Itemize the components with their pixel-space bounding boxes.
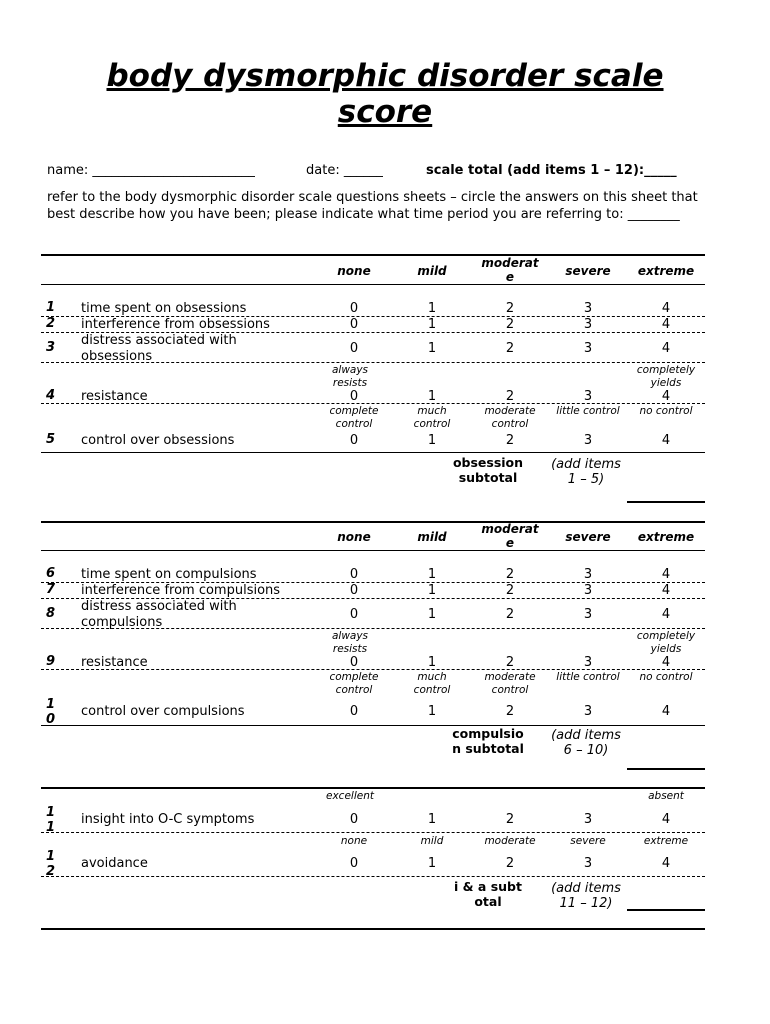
- obsession-header-severe: severe: [565, 264, 611, 278]
- compulsion-item-number: 9: [46, 654, 56, 669]
- insight-item-11-score-3[interactable]: 3: [583, 812, 593, 827]
- compulsion-item-9-score-1[interactable]: 1: [427, 655, 437, 670]
- compulsion-control-anchor-1: much control: [413, 671, 451, 696]
- obsession-item-2-score-0[interactable]: 0: [349, 317, 359, 332]
- insight-top-rule: [41, 787, 705, 789]
- obsession-item-5-score-3[interactable]: 3: [583, 433, 593, 448]
- obsession-item-3-score-0[interactable]: 0: [349, 341, 359, 356]
- obsession-item-4-score-4[interactable]: 4: [661, 389, 671, 404]
- obsession-top-rule: [41, 254, 705, 256]
- compulsion-header-rule: [41, 550, 705, 551]
- obsession-item-number: 5: [46, 432, 56, 447]
- insight-subtotal-label: i & a subtotal: [454, 879, 522, 909]
- insight-avoidance-anchor-2: moderate: [484, 835, 536, 847]
- obsession-item-3-score-3[interactable]: 3: [583, 341, 593, 356]
- obsession-resistance-anchor-high: completely yields: [636, 364, 696, 389]
- compulsion-subtotal-blank: [627, 768, 705, 770]
- instructions: refer to the body dysmorphic disorder scale questions sheets – circle the answers on this sheet that best describe how you have been; please indicate what time period you are referring to: ________: [47, 190, 698, 222]
- compulsion-item-label: resistance: [81, 655, 148, 670]
- compulsion-item-10-score-0[interactable]: 0: [349, 704, 359, 719]
- page-title: [60, 58, 710, 130]
- obsession-header-rule: [41, 284, 705, 285]
- insight-item-12-score-1[interactable]: 1: [427, 856, 437, 871]
- compulsion-item-9-score-2[interactable]: 2: [505, 655, 515, 670]
- insight-item-12-score-0[interactable]: 0: [349, 856, 359, 871]
- obsession-item-1-score-0[interactable]: 0: [349, 301, 359, 316]
- compulsion-item-7-score-4[interactable]: 4: [661, 583, 671, 598]
- compulsion-item-10-score-3[interactable]: 3: [583, 704, 593, 719]
- compulsion-item-8-score-3[interactable]: 3: [583, 607, 593, 622]
- obsession-item-label: distress associated with obsessions: [81, 333, 237, 364]
- obsession-item-1-score-3[interactable]: 3: [583, 301, 593, 316]
- obsession-item-4-score-0[interactable]: 0: [349, 389, 359, 404]
- compulsion-item-8-score-1[interactable]: 1: [427, 607, 437, 622]
- obsession-item-4-score-2[interactable]: 2: [505, 389, 515, 404]
- obsession-item-3-score-1[interactable]: 1: [427, 341, 437, 356]
- compulsion-item-label: time spent on compulsions: [81, 567, 257, 582]
- compulsion-item-9-score-4[interactable]: 4: [661, 655, 671, 670]
- compulsion-item-9-score-0[interactable]: 0: [349, 655, 359, 670]
- compulsion-subtotal-label: compulsion subtotal: [452, 726, 524, 756]
- obsession-item-number: 3: [46, 340, 56, 355]
- compulsion-item-6-score-1[interactable]: 1: [427, 567, 437, 582]
- date-field[interactable]: date: ______: [306, 163, 383, 178]
- compulsion-item-7-score-1[interactable]: 1: [427, 583, 437, 598]
- title-line-1: body dysmorphic disorder scale: [106, 58, 664, 94]
- compulsion-row-10-rule: [41, 725, 705, 726]
- obsession-header-moderate: moderate: [481, 256, 539, 284]
- compulsion-item-6-score-0[interactable]: 0: [349, 567, 359, 582]
- insight-item-11-score-2[interactable]: 2: [505, 812, 515, 827]
- compulsion-item-7-score-3[interactable]: 3: [583, 583, 593, 598]
- obsession-subtotal-label: obsession subtotal: [452, 455, 524, 485]
- compulsion-item-8-score-4[interactable]: 4: [661, 607, 671, 622]
- obsession-item-number: 1: [46, 300, 56, 315]
- obsession-item-3-score-4[interactable]: 4: [661, 341, 671, 356]
- obsession-item-5-score-2[interactable]: 2: [505, 433, 515, 448]
- obsession-item-label: resistance: [81, 389, 148, 404]
- obsession-item-label: time spent on obsessions: [81, 301, 247, 316]
- insight-row-11-rule: [41, 832, 705, 833]
- compulsion-item-number: 6: [46, 566, 56, 581]
- compulsion-item-7-score-2[interactable]: 2: [505, 583, 515, 598]
- compulsion-header-mild: mild: [417, 530, 447, 544]
- insight-item-label: avoidance: [81, 856, 148, 871]
- insight-row-12-rule: [41, 876, 705, 877]
- obsession-subtotal-note: (add items 1 – 5): [551, 457, 621, 487]
- compulsion-control-anchor-2: moderate control: [484, 671, 536, 696]
- obsession-item-5-score-1[interactable]: 1: [427, 433, 437, 448]
- compulsion-item-10-score-2[interactable]: 2: [505, 704, 515, 719]
- obsession-item-1-score-2[interactable]: 2: [505, 301, 515, 316]
- compulsion-resistance-anchor-high: completely yields: [636, 630, 696, 655]
- obsession-control-anchor-3: little control: [556, 405, 620, 417]
- obsession-resistance-anchor-low: always resists: [331, 364, 369, 389]
- insight-avoidance-anchor-1: mild: [420, 835, 444, 847]
- insight-item-11-score-4[interactable]: 4: [661, 812, 671, 827]
- obsession-item-number: 2: [46, 316, 56, 331]
- compulsion-item-label: control over compulsions: [81, 704, 245, 719]
- obsession-control-anchor-4: no control: [639, 405, 693, 417]
- insight-subtotal-note: (add items 11 – 12): [551, 881, 621, 911]
- obsession-item-number: 4: [46, 388, 56, 403]
- compulsion-item-number: 7: [46, 582, 56, 597]
- compulsion-control-anchor-0: complete control: [329, 671, 379, 696]
- compulsion-row-8-rule: [41, 628, 705, 629]
- insight-avoidance-anchor-4: extreme: [643, 835, 689, 847]
- compulsion-item-9-score-3[interactable]: 3: [583, 655, 593, 670]
- obsession-row-4-rule: [41, 403, 705, 404]
- obsession-item-2-score-4[interactable]: 4: [661, 317, 671, 332]
- obsession-item-label: control over obsessions: [81, 433, 235, 448]
- obsession-item-label: interference from obsessions: [81, 317, 270, 332]
- compulsion-header-none: none: [337, 530, 371, 544]
- insight-avoidance-anchor-0: none: [340, 835, 368, 847]
- compulsion-item-10-score-4[interactable]: 4: [661, 704, 671, 719]
- obsession-item-5-score-4[interactable]: 4: [661, 433, 671, 448]
- title-line-2: score: [337, 94, 433, 130]
- compulsion-item-8-score-2[interactable]: 2: [505, 607, 515, 622]
- compulsion-resistance-anchor-low: always resists: [331, 630, 369, 655]
- obsession-item-1-score-4[interactable]: 4: [661, 301, 671, 316]
- compulsion-subtotal-note: (add items 6 – 10): [551, 728, 621, 758]
- scale-total-field[interactable]: scale total (add items 1 – 12):_____: [426, 163, 677, 178]
- compulsion-item-6-score-4[interactable]: 4: [661, 567, 671, 582]
- compulsion-top-rule: [41, 521, 705, 523]
- insight-item-12-score-2[interactable]: 2: [505, 856, 515, 871]
- compulsion-header-severe: severe: [565, 530, 611, 544]
- obsession-subtotal-blank: [627, 501, 705, 503]
- insight-item-12-score-3[interactable]: 3: [583, 856, 593, 871]
- compulsion-item-number: 8: [46, 606, 56, 621]
- compulsion-item-6-score-2[interactable]: 2: [505, 567, 515, 582]
- compulsion-item-label: distress associated with compulsions: [81, 599, 237, 630]
- compulsion-item-number: 10: [46, 697, 56, 727]
- insight-item-11-score-0[interactable]: 0: [349, 812, 359, 827]
- obsession-row-3-rule: [41, 362, 705, 363]
- insight-avoidance-anchor-3: severe: [570, 835, 606, 847]
- obsession-control-anchor-1: much control: [413, 405, 451, 430]
- obsession-control-anchor-2: moderate control: [484, 405, 536, 430]
- insight-item-11-score-1[interactable]: 1: [427, 812, 437, 827]
- compulsion-control-anchor-3: little control: [556, 671, 620, 683]
- compulsion-item-7-score-0[interactable]: 0: [349, 583, 359, 598]
- obsession-control-anchor-0: complete control: [329, 405, 379, 430]
- compulsion-row-9-rule: [41, 669, 705, 670]
- obsession-item-4-score-3[interactable]: 3: [583, 389, 593, 404]
- obsession-item-1-score-1[interactable]: 1: [427, 301, 437, 316]
- obsession-item-3-score-2[interactable]: 2: [505, 341, 515, 356]
- name-field[interactable]: name: _________________________: [47, 163, 255, 178]
- insight-item-number: 11: [46, 805, 56, 835]
- obsession-item-5-score-0[interactable]: 0: [349, 433, 359, 448]
- obsession-header-mild: mild: [417, 264, 447, 278]
- insight-insight-anchor-low: excellent: [326, 790, 374, 802]
- insight-item-number: 12: [46, 849, 56, 879]
- insight-subtotal-blank: [627, 909, 705, 911]
- insight-bottom-rule: [41, 928, 705, 930]
- compulsion-item-6-score-3[interactable]: 3: [583, 567, 593, 582]
- insight-item-label: insight into O-C symptoms: [81, 812, 255, 827]
- obsession-item-2-score-1[interactable]: 1: [427, 317, 437, 332]
- compulsion-header-extreme: extreme: [637, 530, 695, 544]
- compulsion-item-8-score-0[interactable]: 0: [349, 607, 359, 622]
- compulsion-item-10-score-1[interactable]: 1: [427, 704, 437, 719]
- compulsion-item-label: interference from compulsions: [81, 583, 281, 598]
- obsession-header-none: none: [337, 264, 371, 278]
- obsession-item-4-score-1[interactable]: 1: [427, 389, 437, 404]
- compulsion-header-moderate: moderate: [481, 522, 539, 550]
- obsession-row-5-rule: [41, 452, 705, 453]
- insight-item-12-score-4[interactable]: 4: [661, 856, 671, 871]
- compulsion-control-anchor-4: no control: [639, 671, 693, 683]
- insight-insight-anchor-high: absent: [648, 790, 684, 802]
- obsession-header-extreme: extreme: [637, 264, 695, 278]
- obsession-item-2-score-3[interactable]: 3: [583, 317, 593, 332]
- obsession-item-2-score-2[interactable]: 2: [505, 317, 515, 332]
